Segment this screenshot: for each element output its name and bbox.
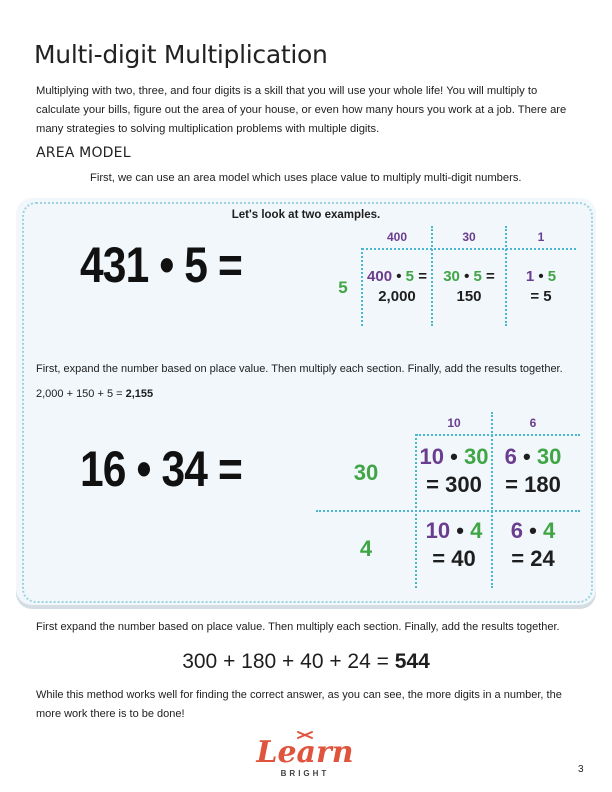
sum-text: 300 + 180 + 40 + 24 =	[182, 650, 395, 673]
example1-problem: 431 • 5 =	[80, 237, 243, 293]
example2-col-header: 6	[529, 416, 537, 430]
product: = 5	[530, 288, 552, 305]
page-title: Multi-digit Multiplication	[34, 40, 328, 69]
factor: 30	[463, 444, 489, 469]
product: 150	[456, 288, 482, 305]
learn-bright-logo	[250, 730, 360, 778]
factor: 30	[443, 268, 460, 285]
factor: 4	[470, 518, 483, 543]
section-heading: AREA MODEL	[36, 145, 131, 161]
example2-cell: 10 • 30 = 300	[416, 444, 492, 498]
example1-sum	[36, 388, 596, 400]
example1-col-header: 1	[537, 230, 545, 244]
closing-paragraph: While this method works well for finding the correct answer, as you can see, the more digits in a number, the more work there is to be done!	[36, 689, 562, 720]
example2-row-header: 4	[359, 536, 373, 561]
intro-paragraph: Multiplying with two, three, and four digits is a skill that you will use your whole life! You will multiply to calculate your bills, figure out the area of your house, or even how many hours you work at a job. There are many strategies to solving multiplication problems with multiple digits.	[36, 85, 567, 135]
sum-answer: 2,155	[125, 388, 154, 400]
equals: =	[486, 268, 495, 285]
factor: 10	[419, 444, 445, 469]
product: 2,000	[378, 288, 416, 305]
page-number: 3	[578, 764, 584, 775]
factor: 1	[525, 268, 535, 285]
section-intro: First, we can use an area model which uses place value to multiply multi-digit numbers.	[90, 172, 522, 184]
grid-line	[362, 248, 576, 250]
example2-cell: 6 • 4 = 24	[492, 518, 574, 572]
example2-cell: 10 • 4 = 40	[416, 518, 492, 572]
example2-row-header: 30	[353, 460, 379, 485]
product: = 300	[426, 472, 482, 497]
example2-col-header: 10	[447, 416, 461, 430]
example1-row-header: 5	[338, 278, 348, 297]
sum-text: 2,000 + 150 + 5 =	[36, 388, 126, 400]
grid-line	[316, 510, 580, 512]
example2-cell: 6 • 30 = 180	[492, 444, 574, 498]
logo-word: Learn	[256, 735, 354, 770]
factor: 30	[536, 444, 562, 469]
factor: 4	[542, 518, 556, 543]
product: = 40	[432, 546, 476, 571]
factor: 400	[367, 268, 393, 285]
factor: 10	[425, 518, 451, 543]
product: = 24	[511, 546, 555, 571]
example1-explanation: First, expand the number based on place value. Then multiply each section. Finally, add the results together.	[36, 363, 563, 375]
example1-grid	[331, 226, 581, 326]
example1-cell: 30 • 5 = 150	[432, 268, 506, 305]
example1-col-header: 400	[386, 230, 408, 244]
example1-cell: 1 • 5 = 5	[506, 268, 576, 305]
product: = 180	[505, 472, 561, 497]
factor: 5	[547, 268, 557, 285]
factor: 5	[405, 268, 415, 285]
factor: 6	[510, 518, 524, 543]
logo-sub: BRIGHT	[280, 769, 330, 778]
example1-col-header: 30	[462, 230, 476, 244]
example2-grid	[316, 412, 586, 588]
factor: 6	[504, 444, 517, 469]
example2-explanation: First expand the number based on place value. Then multiply each section. Finally, add the results together.	[36, 621, 560, 633]
equals: =	[418, 268, 427, 285]
example2-problem: 16 • 34 =	[80, 441, 243, 497]
grid-line	[416, 434, 580, 436]
example2-sum	[0, 650, 612, 674]
factor: 5	[473, 268, 482, 285]
examples-label: Let's look at two examples.	[231, 209, 381, 221]
example1-cell: 400 • 5 = 2,000	[362, 268, 432, 305]
sum-answer: 544	[394, 650, 430, 673]
